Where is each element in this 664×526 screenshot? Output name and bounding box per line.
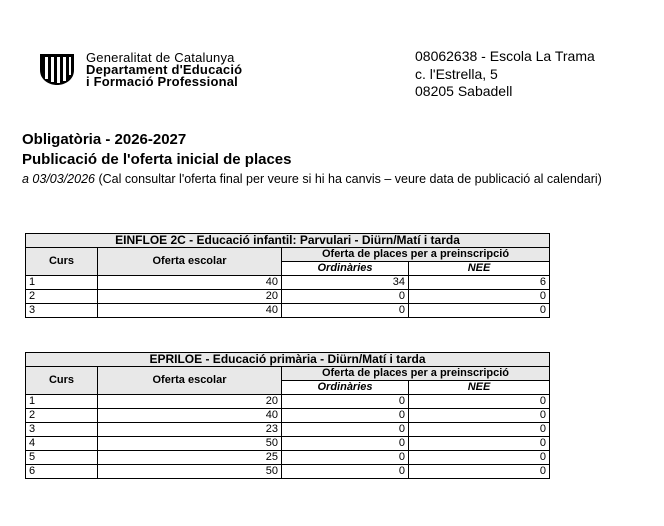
table-row [26, 465, 550, 479]
cell-oferta: 40 [98, 409, 282, 423]
cell-ordinaries: 0 [282, 423, 409, 437]
generalitat-logo-icon [37, 52, 77, 86]
table-title: EINFLOE 2C - Educació infantil: Parvulari - Diürn/Matí i tarda [26, 234, 550, 248]
cell-ordinaries: 0 [282, 437, 409, 451]
col-header-oferta: Oferta escolar [98, 367, 282, 395]
col-header-oferta: Oferta escolar [98, 248, 282, 276]
cell-oferta: 20 [98, 395, 282, 409]
table-title: EPRILOE - Educació primària - Diürn/Matí i tarda [26, 353, 550, 367]
org-name: Generalitat de Catalunya [86, 50, 235, 65]
table-row [26, 451, 550, 465]
col-header-ordinaries: Ordinàries [282, 262, 409, 276]
table-row [26, 395, 550, 409]
publication-note [22, 172, 602, 186]
cell-nee: 0 [409, 437, 550, 451]
cell-oferta: 23 [98, 423, 282, 437]
publication-note-text: (Cal consultar l'oferta final per veure si hi ha canvis – veure data de publicació al calendari) [95, 172, 602, 186]
cell-oferta: 50 [98, 437, 282, 451]
cell-nee: 0 [409, 290, 550, 304]
cell-curs: 6 [26, 465, 98, 479]
table-row [26, 409, 550, 423]
col-header-nee: NEE [409, 381, 550, 395]
school-street: c. l'Estrella, 5 [415, 65, 498, 82]
cell-curs: 3 [26, 423, 98, 437]
col-header-curs: Curs [26, 367, 98, 395]
cell-curs: 1 [26, 276, 98, 290]
cell-nee: 0 [409, 304, 550, 318]
col-header-nee: NEE [409, 262, 550, 276]
table-row [26, 437, 550, 451]
table-row [26, 276, 550, 290]
cell-nee: 0 [409, 451, 550, 465]
cell-ordinaries: 0 [282, 304, 409, 318]
cell-nee: 0 [409, 423, 550, 437]
organization-block [86, 52, 242, 88]
table-row [26, 423, 550, 437]
col-header-places: Oferta de places per a preinscripció [282, 248, 550, 262]
department-name-cont: i Formació Professional [86, 74, 238, 89]
cell-nee: 6 [409, 276, 550, 290]
cell-ordinaries: 0 [282, 395, 409, 409]
cell-curs: 2 [26, 409, 98, 423]
page-subtitle: Publicació de l'oferta inicial de places [22, 151, 292, 168]
cell-ordinaries: 0 [282, 465, 409, 479]
school-code-name: 08062638 - Escola La Trama [415, 48, 595, 64]
offer-table-primaria [25, 352, 550, 479]
cell-nee: 0 [409, 409, 550, 423]
cell-curs: 5 [26, 451, 98, 465]
cell-oferta: 50 [98, 465, 282, 479]
cell-oferta: 20 [98, 290, 282, 304]
cell-ordinaries: 0 [282, 409, 409, 423]
table-row [26, 290, 550, 304]
cell-ordinaries: 0 [282, 451, 409, 465]
cell-curs: 4 [26, 437, 98, 451]
cell-oferta: 40 [98, 276, 282, 290]
cell-oferta: 25 [98, 451, 282, 465]
table-row [26, 304, 550, 318]
cell-nee: 0 [409, 465, 550, 479]
cell-ordinaries: 34 [282, 276, 409, 290]
cell-ordinaries: 0 [282, 290, 409, 304]
col-header-places: Oferta de places per a preinscripció [282, 367, 550, 381]
col-header-curs: Curs [26, 248, 98, 276]
cell-curs: 3 [26, 304, 98, 318]
col-header-ordinaries: Ordinàries [282, 381, 409, 395]
school-city: 08205 Sabadell [415, 83, 513, 99]
publication-date: a 03/03/2026 [22, 172, 95, 186]
cell-curs: 1 [26, 395, 98, 409]
offer-table-infantil [25, 233, 550, 318]
department-name: Departament d'Educació [86, 62, 243, 77]
school-address [415, 48, 595, 101]
cell-oferta: 40 [98, 304, 282, 318]
cell-nee: 0 [409, 395, 550, 409]
page-title: Obligatòria - 2026-2027 [22, 131, 187, 148]
cell-curs: 2 [26, 290, 98, 304]
